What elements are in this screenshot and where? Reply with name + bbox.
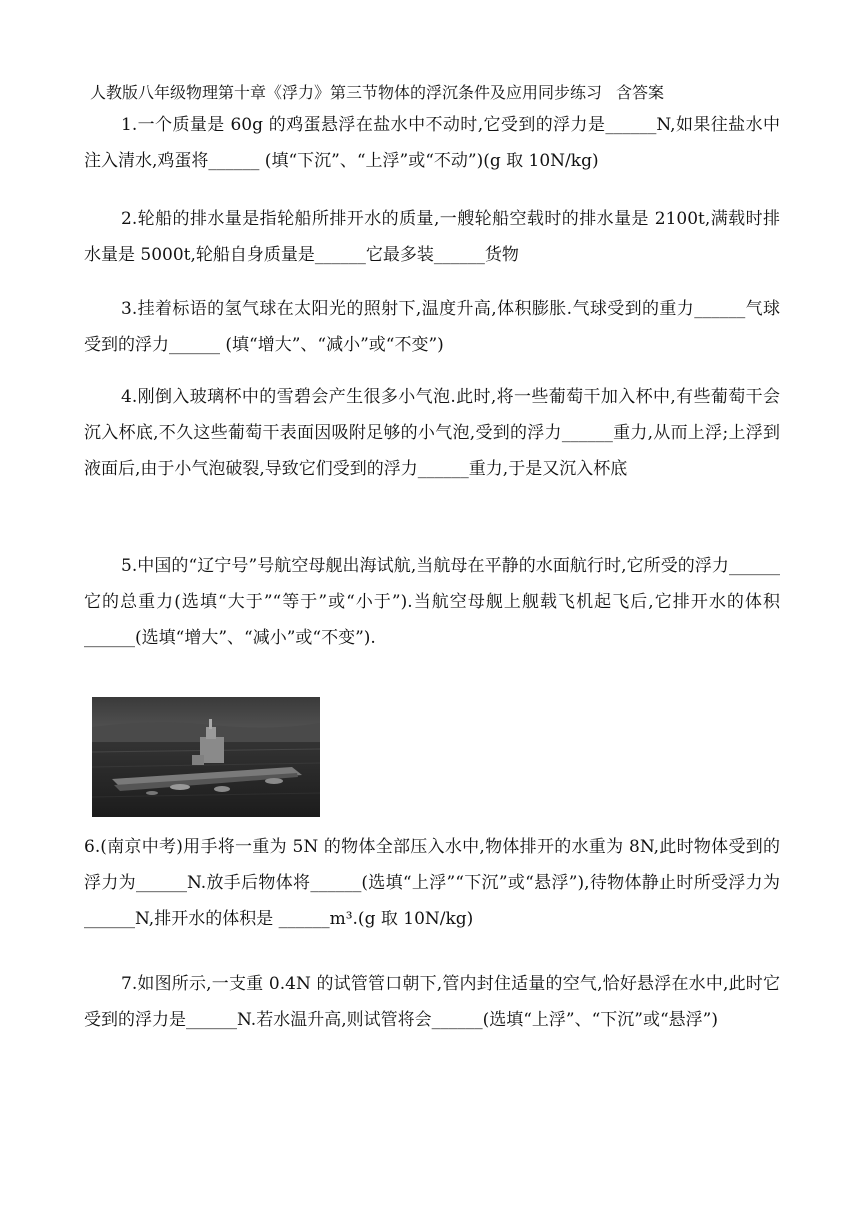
- answer-note: 含答案: [616, 83, 665, 102]
- document-title: 人教版八年级物理第十章《浮力》第三节物体的浮沉条件及应用同步练习: [90, 83, 603, 102]
- question-5: 5.中国的“辽宁号”号航空母舰出海试航,当航母在平静的水面航行时,它所受的浮力______它的总重力(选填“大于”“等于”或“小于”).当航空母舰上舰载飞机起飞后,它排开水的体积______(选填“增大”、“减小”或“不变”).: [84, 556, 780, 648]
- question-3: 3.挂着标语的氢气球在太阳光的照射下,温度升高,体积膨胀.气球受到的重力______气球受到的浮力______ (填“增大”、“减小”或“不变”): [84, 299, 780, 355]
- question-7: 7.如图所示,一支重 0.4N 的试管管口朝下,管内封住适量的空气,恰好悬浮在水中,此时它受到的浮力是______N.若水温升高,则试管将会______(选填“上浮”、“下沉”或“悬浮”): [84, 974, 780, 1030]
- question-4: 4.刚倒入玻璃杯中的雪碧会产生很多小气泡.此时,将一些葡萄干加入杯中,有些葡萄干会沉入杯底,不久这些葡萄干表面因吸附足够的小气泡,受到的浮力______重力,从而上浮;上浮到液面后,由于小气泡破裂,导致它们受到的浮力______重力,于是又沉入杯底: [84, 387, 780, 479]
- question-1: 1.一个质量是 60g 的鸡蛋悬浮在盐水中不动时,它受到的浮力是______N,如果往盐水中注入清水,鸡蛋将______ (填“下沉”、“上浮”或“不动”)(g 取 10N/kg): [84, 115, 780, 171]
- question-2: 2.轮船的排水量是指轮船所排开水的质量,一艘轮船空载时的排水量是 2100t,满载时排水量是 5000t,轮船自身质量是______它最多装______货物: [84, 209, 780, 265]
- aircraft-carrier-photo: [92, 697, 320, 817]
- document-header: [90, 82, 790, 104]
- question-6: 6.(南京中考)用手将一重为 5N 的物体全部压入水中,物体排开的水重为 8N,此时物体受到的浮力为______N.放手后物体将______(选填“上浮”“下沉”或“悬浮”),待物体静止时所受浮力为______N,排开水的体积是 ______m³.(g 取 10N/kg): [84, 837, 780, 929]
- aircraft-carrier-image: [92, 697, 320, 817]
